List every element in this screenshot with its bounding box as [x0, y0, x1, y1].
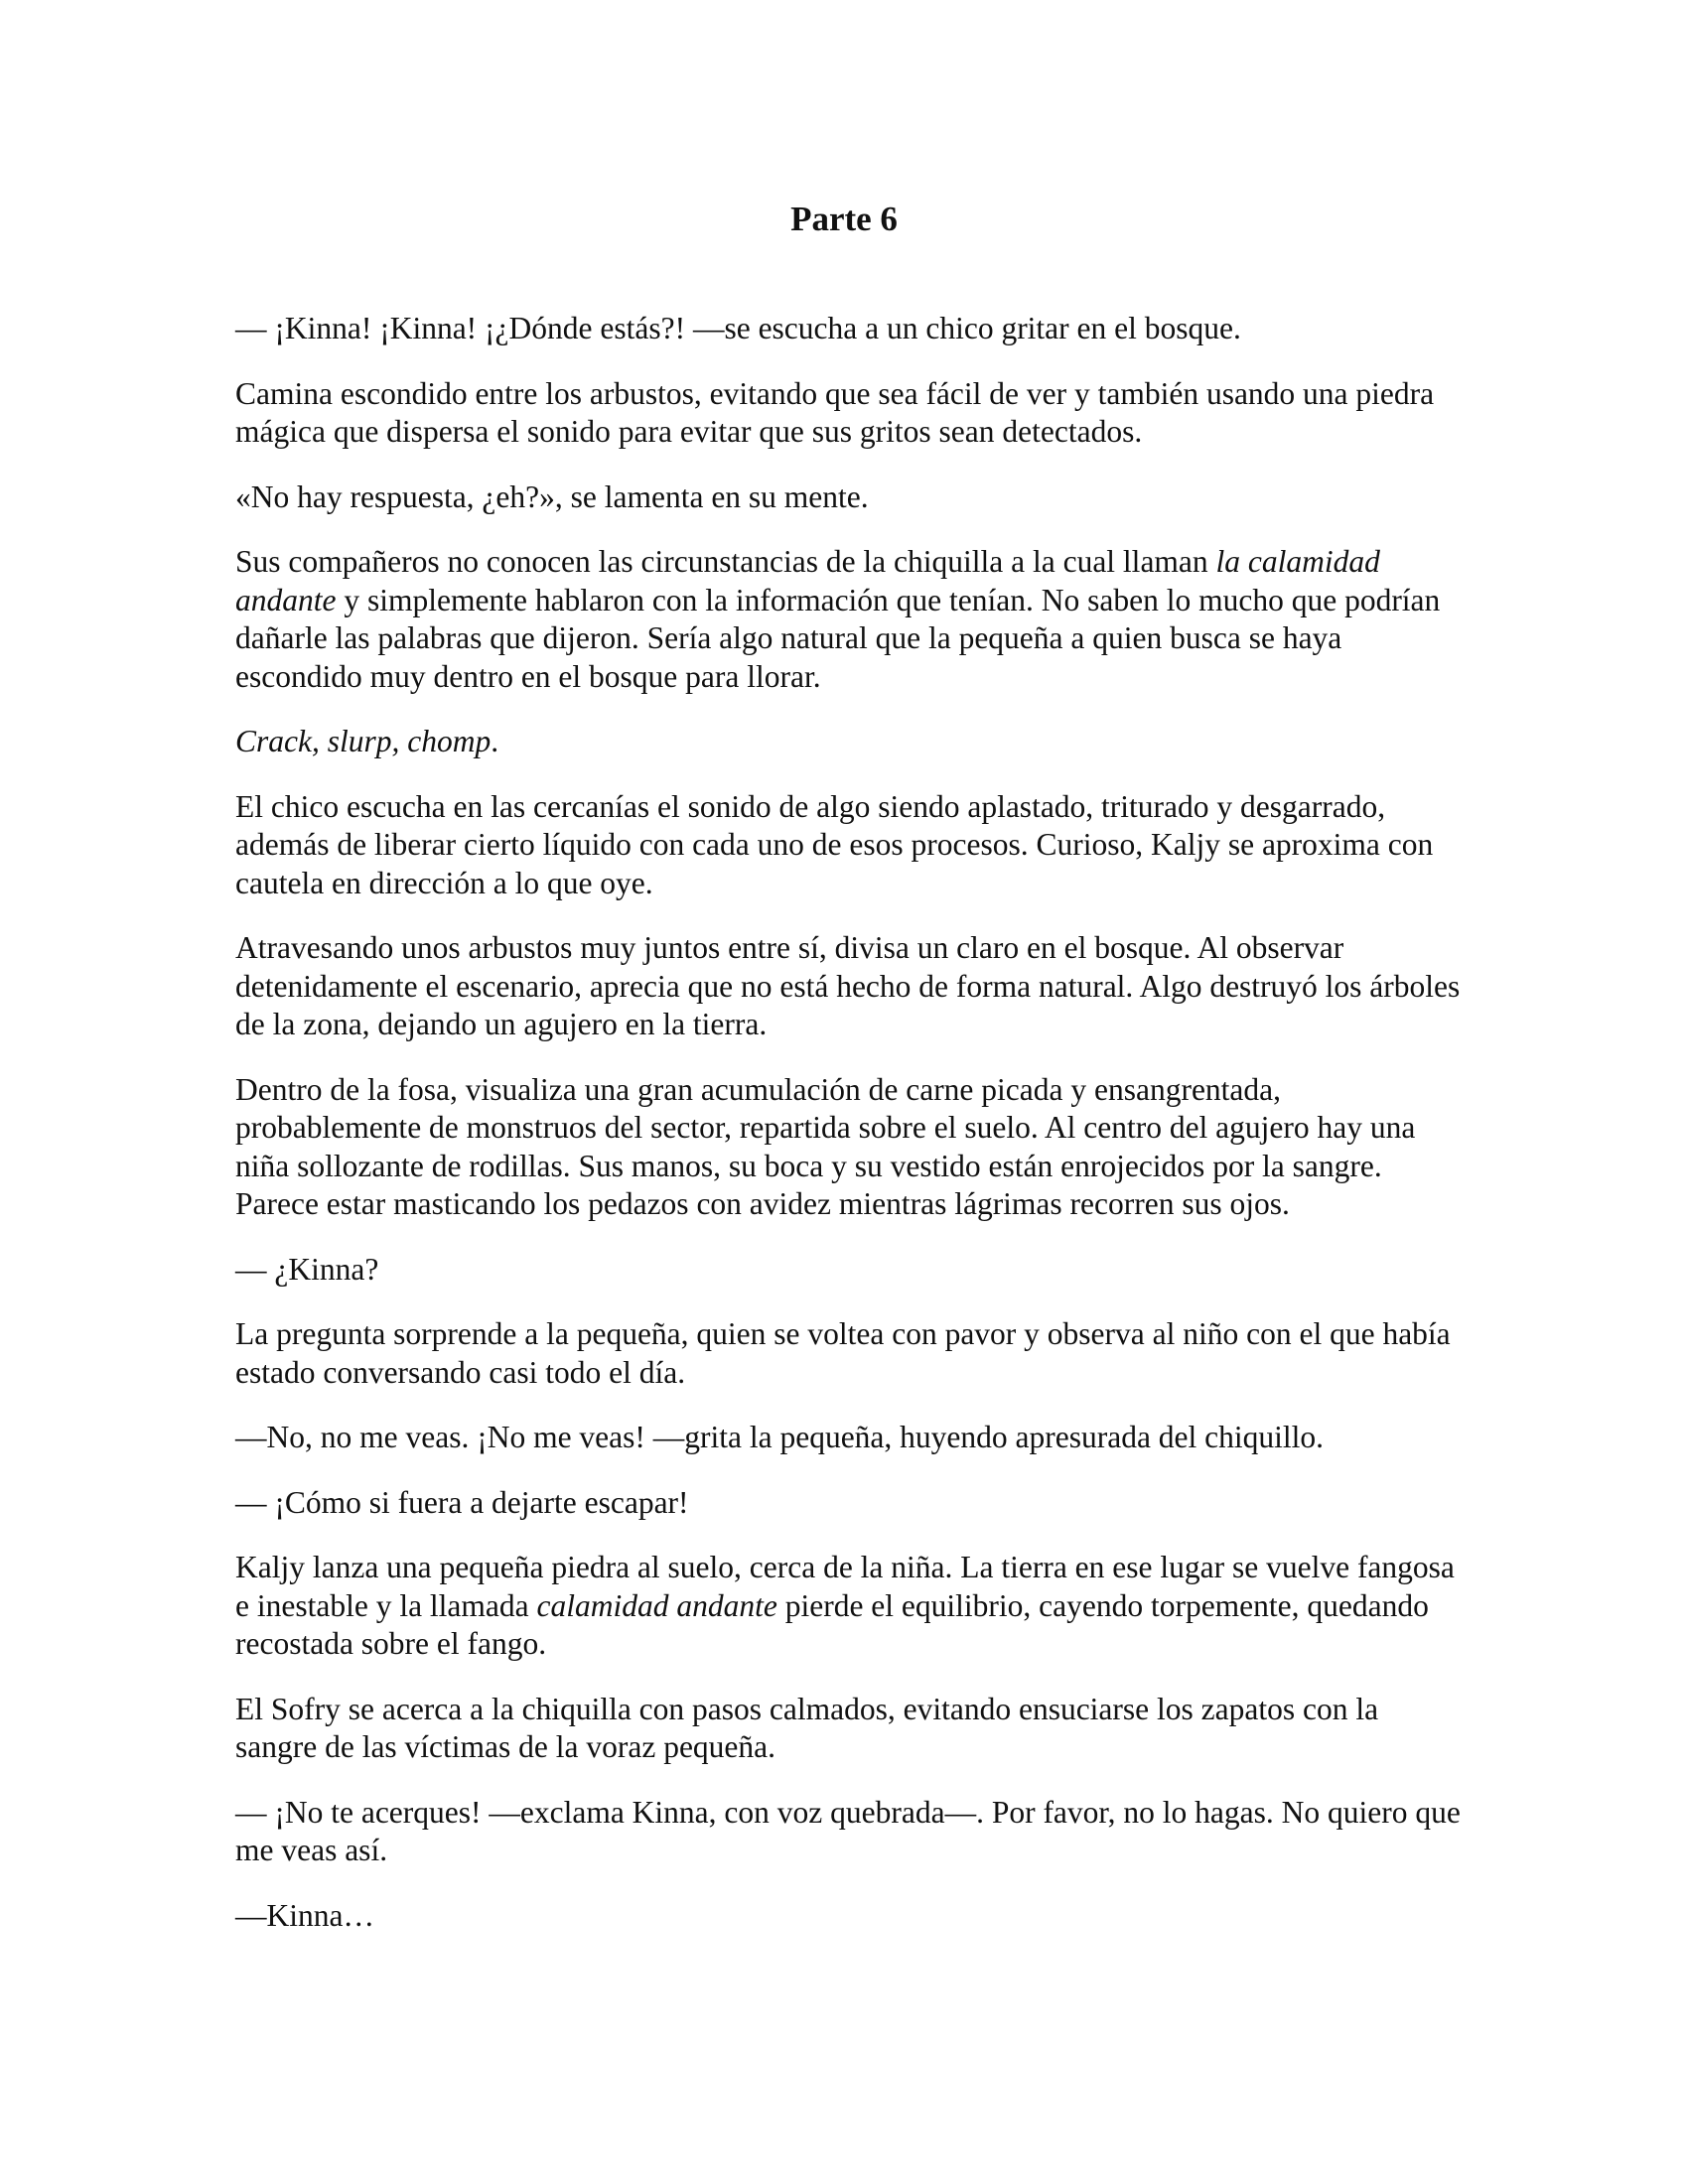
story-paragraph: [235, 1484, 1467, 1523]
story-paragraph: [235, 1897, 1467, 1936]
chapter-title: Parte 6: [790, 200, 898, 238]
text-segment: El Sofry se acerca a la chiquilla con pasos calmados, evitando ensuciarse los zapatos con la sangre de las víctimas de la voraz pequeña.: [235, 1691, 1379, 1764]
story-paragraph: [235, 478, 1467, 517]
text-segment: pierde el equilibrio, cayendo torpemente, quedando recostada sobre el fango.: [235, 1587, 1429, 1661]
text-segment: — ¡No te acerques! —exclama Kinna, con voz quebrada—. Por favor, no lo hagas. No quiero que me veas así.: [235, 1794, 1461, 1867]
story-paragraph: [235, 929, 1467, 1044]
text-segment: — ¡Kinna! ¡Kinna! ¡¿Dónde estás?! —se escucha a un chico gritar en el bosque.: [235, 311, 1241, 345]
story-paragraph: [235, 1549, 1467, 1664]
italic-text-segment: la calamidad andante: [235, 544, 1380, 617]
italic-text-segment: calamidad andante: [536, 1587, 777, 1623]
text-segment: —Kinna…: [235, 1897, 374, 1933]
text-segment: — ¡Cómo si fuera a dejarte escapar!: [235, 1484, 689, 1520]
text-segment: Sus compañeros no conocen las circunstancias de la chiquilla a la cual llaman: [235, 544, 1216, 579]
story-paragraph: [235, 1419, 1467, 1457]
text-segment: Camina escondido entre los arbustos, evitando que sea fácil de ver y también usando una piedra mágica que dispersa el sonido para evitar que sus gritos sean detectados.: [235, 375, 1435, 449]
text-segment: — ¿Kinna?: [235, 1251, 379, 1287]
story-paragraph: [235, 375, 1467, 452]
text-segment: .: [491, 724, 499, 758]
text-segment: Atravesando unos arbustos muy juntos entre sí, divisa un claro en el bosque. Al observar detenidamente el escenario, aprecia que no está hecho de forma natural. Algo destruyó los árboles de la zona, dejando un agujero en la tierra.: [235, 930, 1461, 1041]
story-paragraph: [235, 310, 1467, 348]
text-segment: Kaljy lanza una pequeña piedra al suelo, cerca de la niña. La tierra en ese lugar se vuelve fangosa e inestable y la llamada: [235, 1550, 1455, 1623]
text-segment: La pregunta sorprende a la pequeña, quien se voltea con pavor y observa al niño con el que había estado conversando casi todo el día.: [235, 1316, 1451, 1390]
story-paragraph: [235, 1315, 1467, 1392]
text-segment: El chico escucha en las cercanías el sonido de algo siendo aplastado, triturado y desgarrado, además de liberar cierto líquido con cada uno de esos procesos. Curioso, Kaljy se aproxima con cautela en dirección a lo que oye.: [235, 788, 1434, 900]
story-paragraph: [235, 723, 1467, 761]
text-segment: «No hay respuesta, ¿eh?», se lamenta en su mente.: [235, 478, 869, 514]
story-paragraph: [235, 543, 1467, 696]
text-segment: Dentro de la fosa, visualiza una gran acumulación de carne picada y ensangrentada, probablemente de monstruos del sector, repartida sobre el suelo. Al centro del agujero hay una niña sollozante de rodillas. Sus manos, su boca y su vestido están enrojecidos por la sangre. Parece estar masticando los pedazos con avidez mientras lágrimas recorren sus ojos.: [235, 1071, 1416, 1221]
text-segment: y simplemente hablaron con la información que tenían. No saben lo mucho que podrían dañarle las palabras que dijeron. Sería algo natural que la pequeña a quien busca se haya escondido muy dentro en el bosque para llorar.: [235, 582, 1441, 694]
chapter-body: [235, 310, 1467, 1962]
story-paragraph: [235, 1691, 1467, 1767]
text-segment: —No, no me veas. ¡No me veas! —grita la pequeña, huyendo apresurada del chiquillo.: [235, 1420, 1325, 1454]
story-paragraph: [235, 1794, 1467, 1870]
story-paragraph: [235, 788, 1467, 903]
story-paragraph: [235, 1251, 1467, 1290]
italic-text-segment: Crack, slurp, chomp: [235, 724, 492, 758]
story-paragraph: [235, 1071, 1467, 1224]
